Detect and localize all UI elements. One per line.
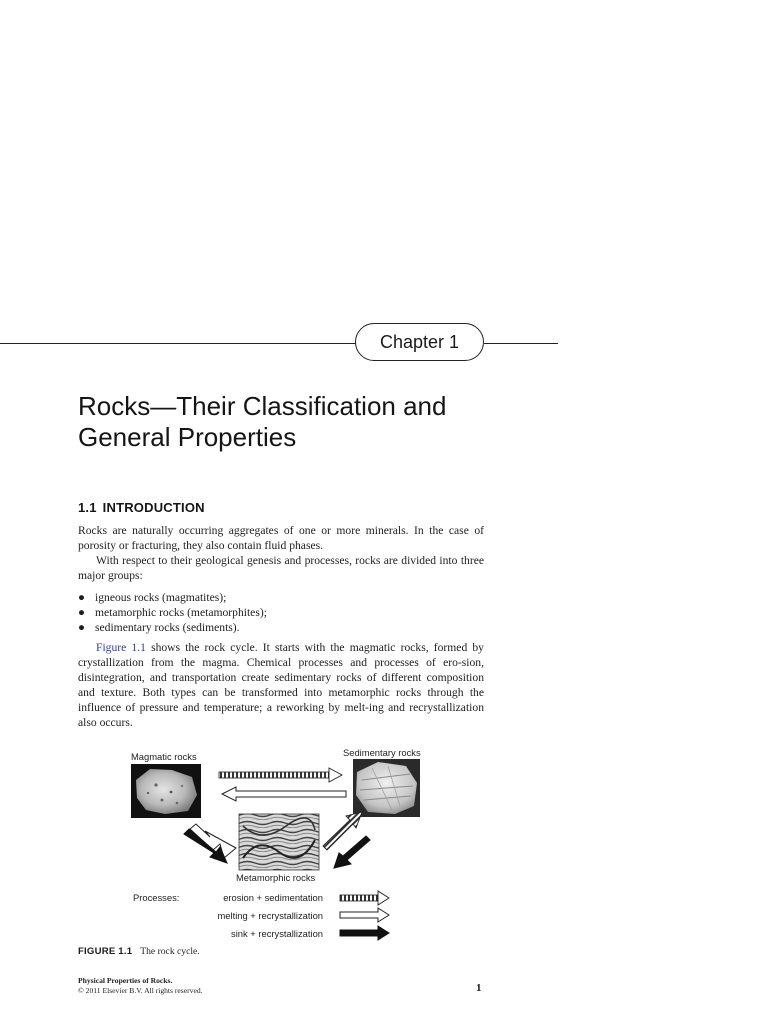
paragraph-3 bbox=[78, 640, 484, 730]
erosion-arrow-top bbox=[219, 768, 342, 782]
legend-solid-arrow bbox=[340, 926, 389, 940]
legend-outline-arrow bbox=[340, 908, 389, 922]
paragraph-3-text: shows the rock cycle. It starts with the magmatic rocks, formed by crystallization from the magma. Chemical processes and processes of ero-sion, disintegration, and transportation create sedimentary rocks of different composition and texture. Both types can be transformed into metamorphic rocks through the influence of pressure and temperature; a reworking by melt-ing and recrystallization also occurs. bbox=[78, 641, 484, 729]
bullet-icon: ● bbox=[78, 591, 86, 604]
chapter-title-line2: General Properties bbox=[78, 422, 297, 452]
section-heading bbox=[78, 500, 205, 515]
sink-arrow-right bbox=[334, 836, 370, 868]
list-item bbox=[78, 590, 484, 605]
list-item-text: metamorphic rocks (metamorphites); bbox=[95, 606, 267, 619]
chapter-title-line1: Rocks—Their Classification and bbox=[78, 391, 447, 421]
metamorphic-rocks-label: Metamorphic rocks bbox=[236, 872, 316, 883]
figure-caption-tag: FIGURE 1.1 bbox=[78, 946, 133, 957]
metamorphic-rock-image bbox=[239, 814, 319, 870]
rock-cycle-figure bbox=[0, 740, 768, 945]
footer-copyright: © 2011 Elsevier B.V. All rights reserved. bbox=[78, 986, 203, 995]
rock-cycle-diagram bbox=[0, 740, 768, 945]
list-item bbox=[78, 620, 484, 635]
processes-label: Processes: bbox=[133, 892, 180, 903]
list-item bbox=[78, 605, 484, 620]
chapter-rule-right bbox=[484, 343, 558, 344]
figure-caption bbox=[78, 946, 200, 957]
paragraph-1: Rocks are naturally occurring aggregates of one or more minerals. In the case of porosity or fracturing, they also contain fluid phases. bbox=[78, 524, 484, 552]
sedimentary-rock-image bbox=[353, 759, 420, 817]
list-item-text: sedimentary rocks (sediments). bbox=[95, 621, 240, 634]
magmatic-rocks-label: Magmatic rocks bbox=[131, 751, 197, 762]
legend-melting-label: melting + recrystallization bbox=[217, 910, 323, 921]
chapter-label: Chapter 1 bbox=[355, 323, 484, 361]
figure-caption-text: The rock cycle. bbox=[140, 946, 200, 957]
paragraph-2: With respect to their geological genesis and processes, rocks are divided into three major groups: bbox=[78, 554, 484, 582]
rock-cycle-paragraph bbox=[78, 640, 484, 730]
section-number: 1.1 bbox=[78, 500, 97, 515]
figure-link[interactable]: Figure 1.1 bbox=[96, 641, 146, 654]
page-number: 1 bbox=[476, 982, 482, 994]
section-title: INTRODUCTION bbox=[102, 500, 205, 515]
legend-sink-label: sink + recrystallization bbox=[231, 928, 323, 939]
rock-group-list bbox=[78, 590, 484, 635]
legend-erosion-label: erosion + sedimentation bbox=[223, 892, 323, 903]
footer-book-title: Physical Properties of Rocks. bbox=[78, 976, 173, 985]
chapter-rule-left bbox=[0, 343, 356, 344]
bullet-icon: ● bbox=[78, 621, 86, 634]
chapter-title bbox=[78, 391, 558, 453]
legend-dashed-arrow bbox=[340, 891, 389, 905]
bullet-icon: ● bbox=[78, 606, 86, 619]
sedimentary-rocks-label: Sedimentary rocks bbox=[343, 747, 421, 758]
intro-paragraphs bbox=[78, 523, 484, 583]
list-item-text: igneous rocks (magmatites); bbox=[95, 591, 227, 604]
magmatic-rock-image bbox=[131, 764, 201, 818]
melting-arrow-top bbox=[222, 787, 346, 801]
